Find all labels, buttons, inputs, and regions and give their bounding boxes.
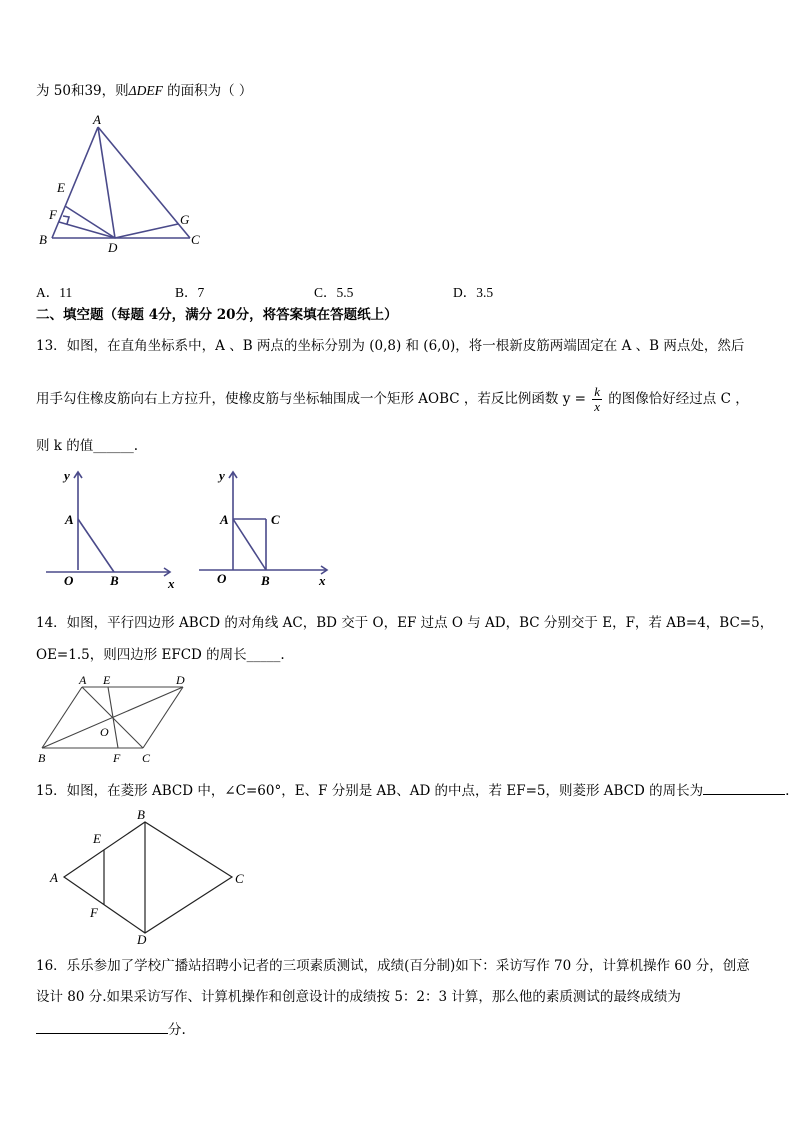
q13-figure-1 — [40, 462, 190, 592]
q13-frac-den: x — [594, 399, 600, 414]
q12-label-g: G — [180, 212, 190, 227]
q13-line-2-tail: 的图像恰好经过点 C ， — [608, 391, 749, 407]
q12-option-d: D．3.5 — [453, 285, 494, 300]
q15-line-1 — [36, 780, 789, 800]
q15-label-c: C — [235, 871, 244, 886]
q15-rhombus-figure — [44, 805, 254, 950]
q15-label-b: B — [137, 807, 145, 822]
q12-option-c: C．5.5 — [314, 285, 354, 300]
q13-line-2-text: 用手勾住橡皮筋向右上方拉升，使橡皮筋与坐标轴围成一个矩形 AOBC ，若反比例函数 y = — [36, 391, 586, 407]
q14-label-d: D — [176, 673, 185, 687]
q13-f2-label-o: O — [217, 571, 227, 586]
q12-triangle-figure — [30, 110, 210, 260]
q13-figure-2 — [195, 462, 345, 592]
q16-line-3 — [36, 1019, 186, 1039]
q13-f2-label-b: B — [261, 573, 270, 588]
q15-label-e: E — [93, 831, 101, 846]
q12-text-a: 为 50和39，则 — [36, 83, 129, 99]
q13-f1-label-b: B — [110, 573, 119, 588]
q16-line-1: 16．乐乐参加了学校广播站招聘小记者的三项素质测试，成绩(百分制)如下：采访写作 70 分，计算机操作 60 分，创意 — [36, 958, 750, 974]
q15-line-1-end: . — [785, 783, 790, 799]
q15-label-a: A — [50, 870, 58, 885]
q14-label-o: O — [100, 725, 109, 739]
q16-answer-blank[interactable] — [36, 1019, 168, 1034]
q14-label-b: B — [38, 751, 46, 765]
q14-label-c: C — [142, 751, 151, 765]
q12-label-b: B — [39, 232, 47, 247]
q13-f2-label-x: x — [319, 573, 326, 588]
q13-f1-label-o: O — [64, 573, 74, 588]
q13-f2-label-c: C — [271, 512, 280, 527]
q15-line-1-text: 15．如图，在菱形 ABCD 中，∠C=60°，E、F 分别是 AB、AD 的中点，若 EF=5，则菱形 ABCD 的周长为 — [36, 783, 704, 799]
q13-f2-label-y: y — [219, 468, 225, 483]
q14-label-f: F — [113, 751, 121, 765]
q12-option-b: B．7 — [175, 285, 205, 300]
q12-question-tail — [36, 82, 252, 100]
q16-line-2: 设计 80 分.如果采访写作、计算机操作和创意设计的成绩按 5：2：3 计算，那么他的素质测试的最终成绩为 — [36, 989, 681, 1005]
q12-label-f: F — [49, 207, 57, 222]
q15-label-d: D — [137, 932, 147, 947]
q12-text-c: 的面积为（ ） — [162, 83, 253, 99]
q13-f1-label-y: y — [64, 468, 70, 483]
q12-option-a: A．11 — [36, 285, 73, 300]
q12-triangle-name: ΔDEF — [128, 83, 163, 98]
q13-f1-label-x: x — [168, 576, 175, 591]
section-2-heading: 二、填空题（每题 4分，满分 20分，将答案填在答题纸上） — [36, 307, 398, 323]
q12-label-e: E — [57, 180, 65, 195]
q14-line-1: 14．如图，平行四边形 ABCD 的对角线 AC，BD 交于 O，EF 过点 O 与 AD，BC 分别交于 E，F，若 AB=4，BC=5， — [36, 615, 774, 631]
q13-line-3: 则 k 的值______. — [36, 438, 139, 454]
q15-answer-blank[interactable] — [703, 780, 785, 795]
q13-line-2 — [36, 385, 749, 414]
q12-label-a: A — [93, 112, 101, 127]
q13-line-1: 13．如图，在直角坐标系中，A 、B 两点的坐标分别为 (0,8) 和 (6,0)，将一根新皮筋两端固定在 A 、B 两点处，然后 — [36, 338, 745, 354]
q13-f2-label-a: A — [220, 512, 229, 527]
q16-line-3-end: 分. — [168, 1022, 186, 1038]
q12-label-c: C — [191, 232, 200, 247]
q14-parallelogram-figure — [36, 672, 196, 767]
q14-label-e: E — [103, 673, 111, 687]
q13-frac-num: k — [594, 384, 600, 399]
q13-fraction — [592, 385, 602, 414]
q14-line-2: OE=1.5，则四边形 EFCD 的周长_____. — [36, 647, 285, 663]
q12-label-d: D — [108, 240, 118, 255]
q13-f1-label-a: A — [65, 512, 74, 527]
q14-label-a: A — [79, 673, 87, 687]
q15-label-f: F — [90, 905, 98, 920]
